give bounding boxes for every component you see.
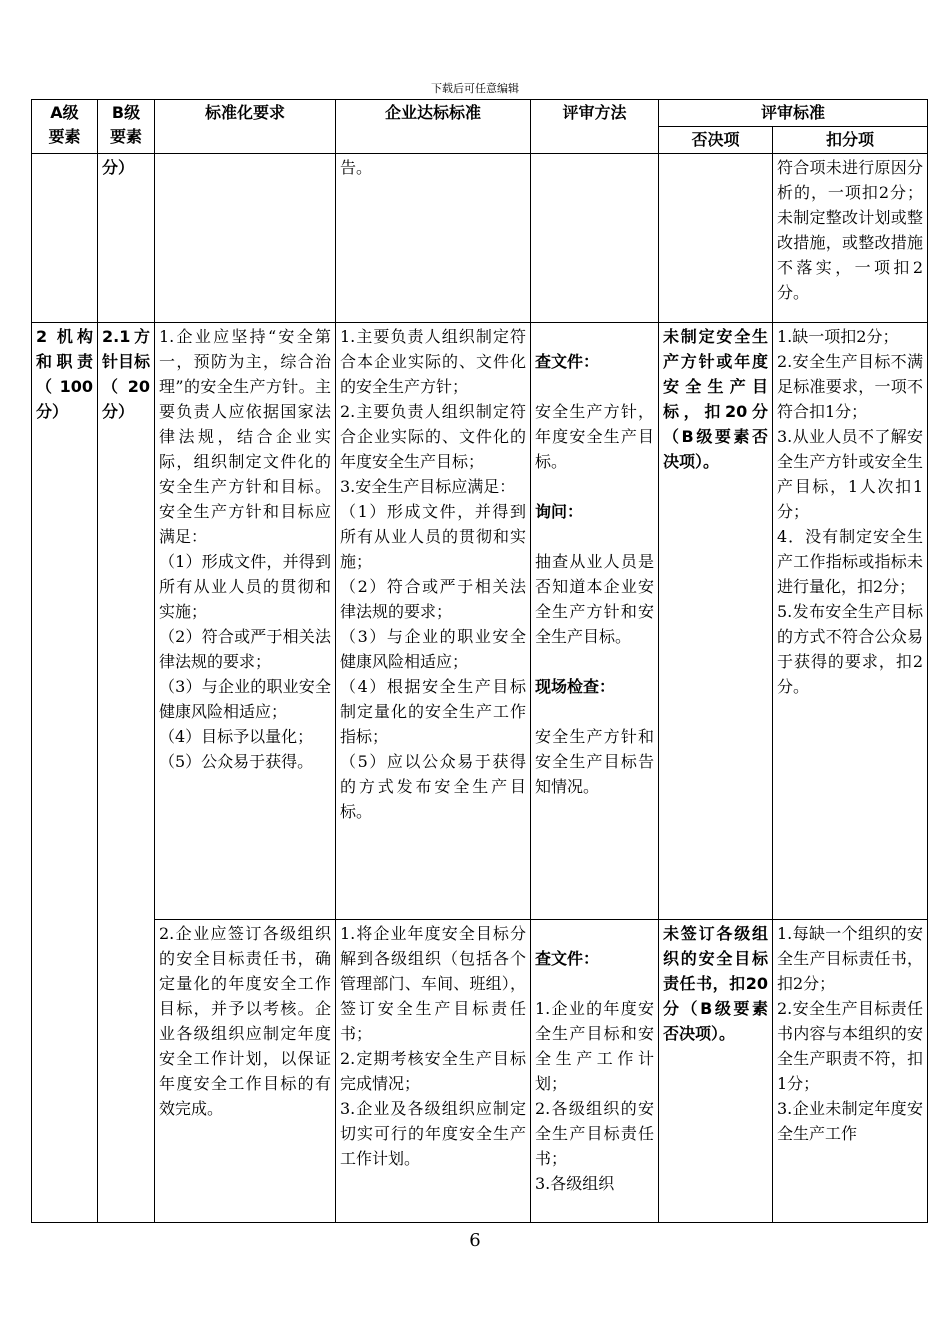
method-label: 查文件：: [535, 352, 600, 371]
col-enterprise-standard: 企业达标标准: [336, 100, 531, 154]
deduction-cell: 1.缺一项扣2分； 2.安全生产目标不满足标准要求，一项不符合扣1分； 3.从业人员不了解安全生产方针或安全生产目标，1人次扣1分； 4．没有制定安全生产工作指标或指标未进行量化，扣2分； 5.发布安全生产目标的方式不符合公众易于获得的要求，扣2分。: [773, 323, 928, 920]
download-note: 下载后可任意编辑: [431, 82, 519, 95]
requirement-cell: [155, 154, 336, 323]
col-method: 评审方法: [531, 100, 659, 154]
method-text: 安全生产方针，年度安全生产目标。: [535, 402, 654, 471]
veto-cell: [659, 154, 773, 323]
method-text: 安全生产方针和安全生产目标告知情况。: [535, 727, 654, 796]
deduction-cell: 符合项未进行原因分析的，一项扣2分；未制定整改计划或整改措施，或整改措施不落实，一项扣2分。: [773, 154, 928, 323]
col-b-level: B级 要素: [98, 100, 155, 154]
a-level-cell: [32, 154, 98, 323]
requirement-cell: 1.企业应坚持“安全第一，预防为主，综合治理”的安全生产方针。主要负责人应依据国家法律法规，结合企业实际，组织制定文件化的安全生产方针和目标。安全生产方针和目标应满足： （1）形成文件，并得到所有从业人员的贯彻和实施； （2）符合或严于相关法律法规的要求； （3）与企业的职业安全健康风险相适应； （4）目标予以量化； （5）公众易于获得。: [155, 323, 336, 920]
deduction-cell: 1.每缺一个组织的安全生产目标责任书，扣2分； 2.安全生产目标责任书内容与本组织的安全生产职责不符，扣1分； 3.企业未制定年度安全生产工作: [773, 920, 928, 1223]
a-level-cell: 2 机构和职责（100分）: [32, 323, 98, 1223]
col-deduction: 扣分项: [773, 127, 928, 154]
b-level-cell: 分）: [98, 154, 155, 323]
table-row: [32, 323, 928, 920]
evaluation-table: [31, 99, 928, 1223]
header-row: [32, 100, 928, 127]
b-level-cell: 2.1方针目标（20分）: [98, 323, 155, 1223]
method-text: 1.企业的年度安全生产目标和安全生产工作计划； 2.各级组织的安全生产目标责任书； 3.各级组织: [535, 999, 654, 1193]
standard-cell: 告。: [336, 154, 531, 323]
col-requirement: 标准化要求: [155, 100, 336, 154]
method-label: 询问：: [535, 502, 584, 521]
method-label: 查文件：: [535, 949, 600, 968]
veto-cell: 未制定安全生产方针或年度安全生产目标，扣20分（B级要素否决项）。: [659, 323, 773, 920]
table-row: [32, 154, 928, 323]
method-label: 现场检查：: [535, 677, 616, 696]
col-criteria: 评审标准: [659, 100, 928, 127]
col-a-level: A级 要素: [32, 100, 98, 154]
standard-cell: 1.主要负责人组织制定符合本企业实际的、文件化的安全生产方针； 2.主要负责人组织制定符合企业实际的、文件化的年度安全生产目标； 3.安全生产目标应满足： （1）形成文件，并得到所有从业人员的贯彻和实施； （2）符合或严于相关法律法规的要求； （3）与企业的职业安全健康风险相适应； （4）根据安全生产目标制定量化的安全生产工作指标； （5）应以公众易于获得的方式发布安全生产目标。: [336, 323, 531, 920]
veto-cell: 未签订各级组织的安全目标责任书，扣20分（B级要素否决项）。: [659, 920, 773, 1223]
requirement-cell: 2.企业应签订各级组织的安全目标责任书，确定量化的年度安全工作目标，并予以考核。企业各级组织应制定年度安全工作计划，以保证年度安全工作目标的有效完成。: [155, 920, 336, 1223]
method-cell: [531, 920, 659, 1223]
method-text: 抽查从业人员是否知道本企业安全生产方针和安全生产目标。: [535, 552, 654, 646]
table-row: [32, 920, 928, 1223]
method-cell: [531, 323, 659, 920]
page-number: 6: [469, 1230, 481, 1251]
standard-cell: 1.将企业年度安全目标分解到各级组织（包括各个管理部门、车间、班组），签订安全生产目标责任书； 2.定期考核安全生产目标完成情况； 3.企业及各级组织应制定切实可行的年度安全生产工作计划。: [336, 920, 531, 1223]
method-cell: [531, 154, 659, 323]
col-veto: 否决项: [659, 127, 773, 154]
